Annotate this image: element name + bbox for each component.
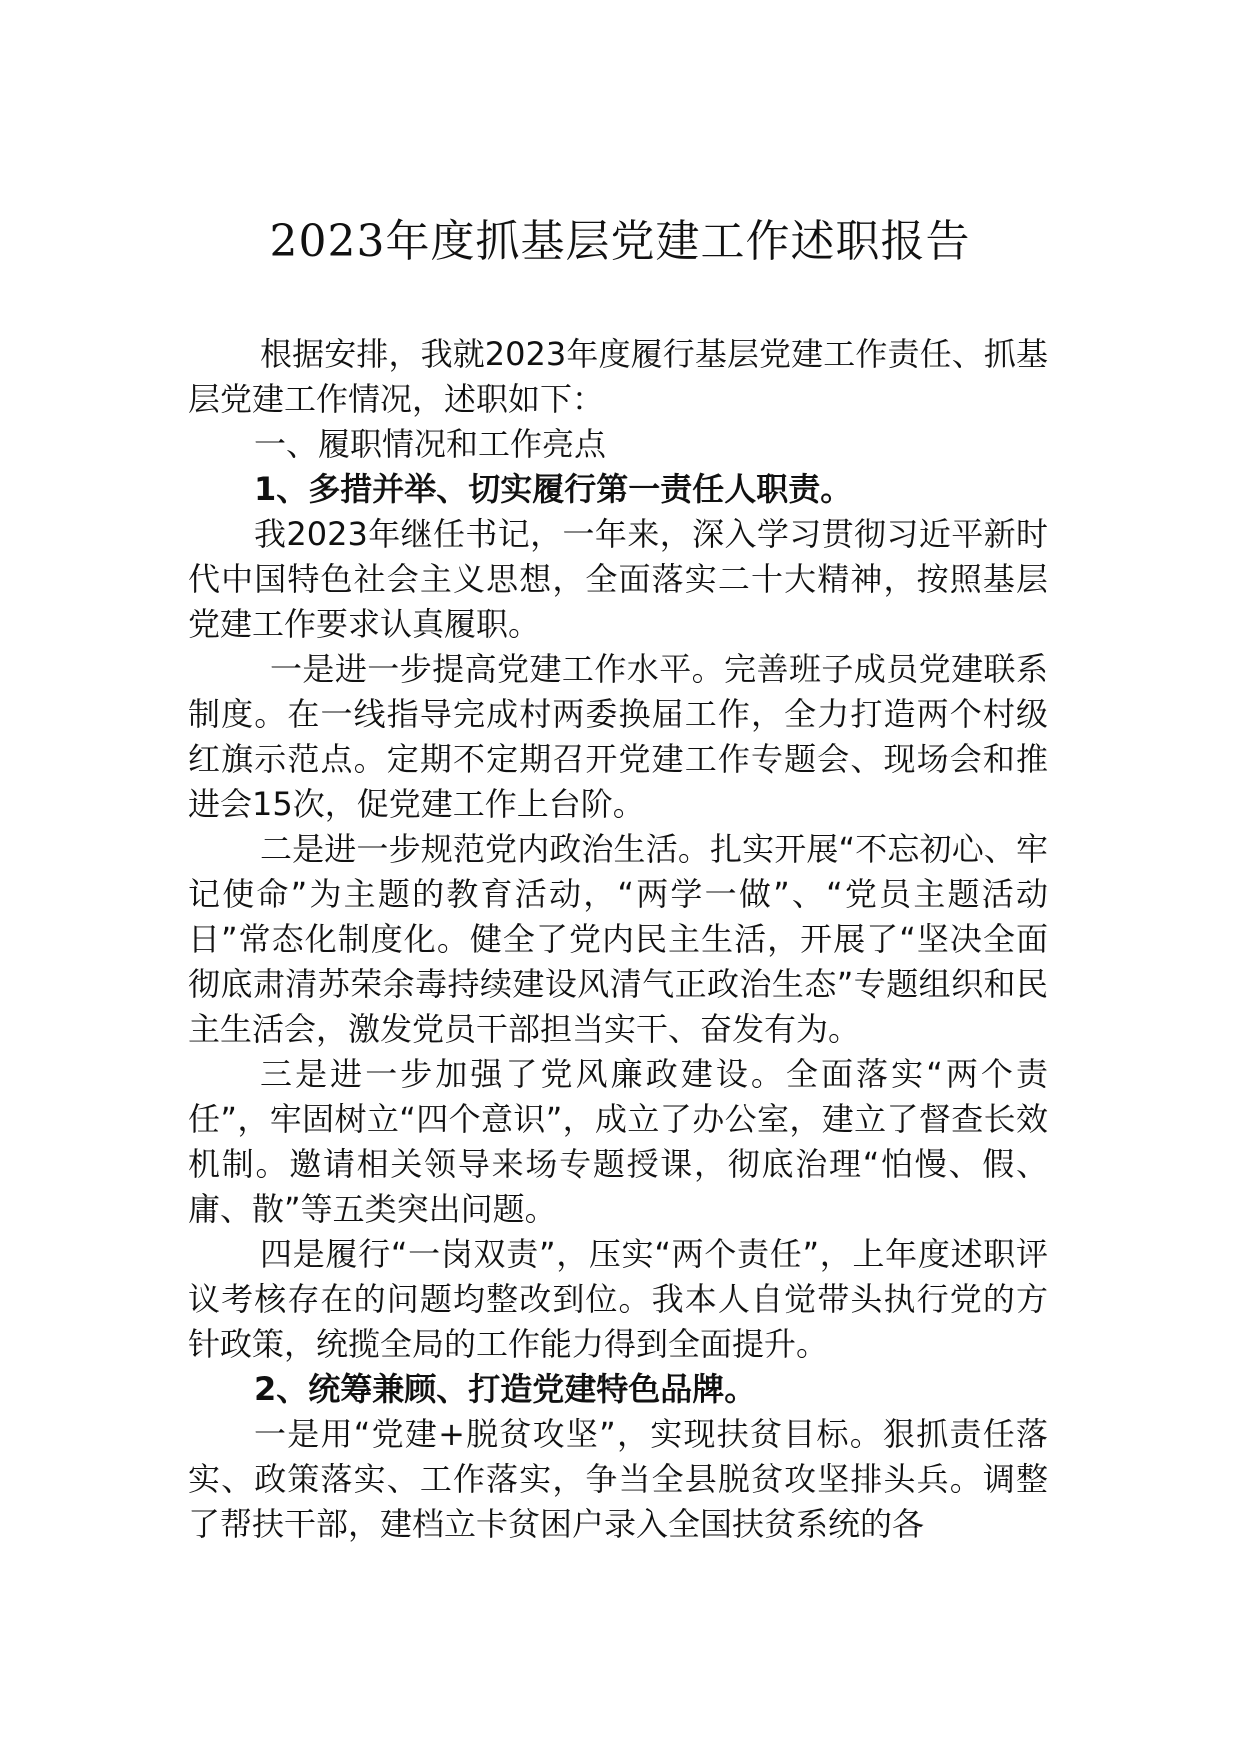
body-paragraph: 二是进一步规范党内政治生活。扎实开展“不忘初心、牢记使命”为主题的教育活动，“两学一做”、“党员主题活动日”常态化制度化。健全了党内民主生活，开展了“坚决全面彻底肃清苏荣余毒持续建设风清气正政治生态”专题组织和民主生活会，激发党员干部担当实干、奋发有为。 (188, 830, 1048, 1048)
intro-paragraph: 根据安排，我就2023年度履行基层党建工作责任、抓基层党建工作情况，述职如下： (188, 335, 1048, 418)
body-paragraph: 一是进一步提高党建工作水平。完善班子成员党建联系制度。在一线指导完成村两委换届工作，全力打造两个村级红旗示范点。定期不定期召开党建工作专题会、现场会和推进会15次，促党建工作上台阶。 (188, 650, 1048, 823)
document-title: 2023年度抓基层党建工作述职报告 (269, 216, 971, 267)
section-heading: 一、履职情况和工作亮点 (254, 425, 607, 463)
subsection-heading: 1、多措并举、切实履行第一责任人职责。 (254, 470, 853, 508)
subsection-heading: 2、统筹兼顾、打造党建特色品牌。 (254, 1370, 757, 1408)
body-paragraph: 三是进一步加强了党风廉政建设。全面落实“两个责任”，牢固树立“四个意识”，成立了办公室，建立了督查长效机制。邀请相关领导来场专题授课，彻底治理“怕慢、假、庸、散”等五类突出问题。 (188, 1055, 1048, 1228)
body-paragraph: 一是用“党建+脱贫攻坚”，实现扶贫目标。狠抓责任落实、政策落实、工作落实，争当全县脱贫攻坚排头兵。调整了帮扶干部，建档立卡贫困户录入全国扶贫系统的各 (188, 1415, 1048, 1543)
body-paragraph: 四是履行“一岗双责”，压实“两个责任”，上年度述职评议考核存在的问题均整改到位。我本人自觉带头执行党的方针政策，统揽全局的工作能力得到全面提升。 (188, 1235, 1048, 1363)
body-paragraph: 我2023年继任书记，一年来，深入学习贯彻习近平新时代中国特色社会主义思想，全面落实二十大精神，按照基层党建工作要求认真履职。 (188, 515, 1048, 643)
document-body (188, 332, 1048, 1547)
